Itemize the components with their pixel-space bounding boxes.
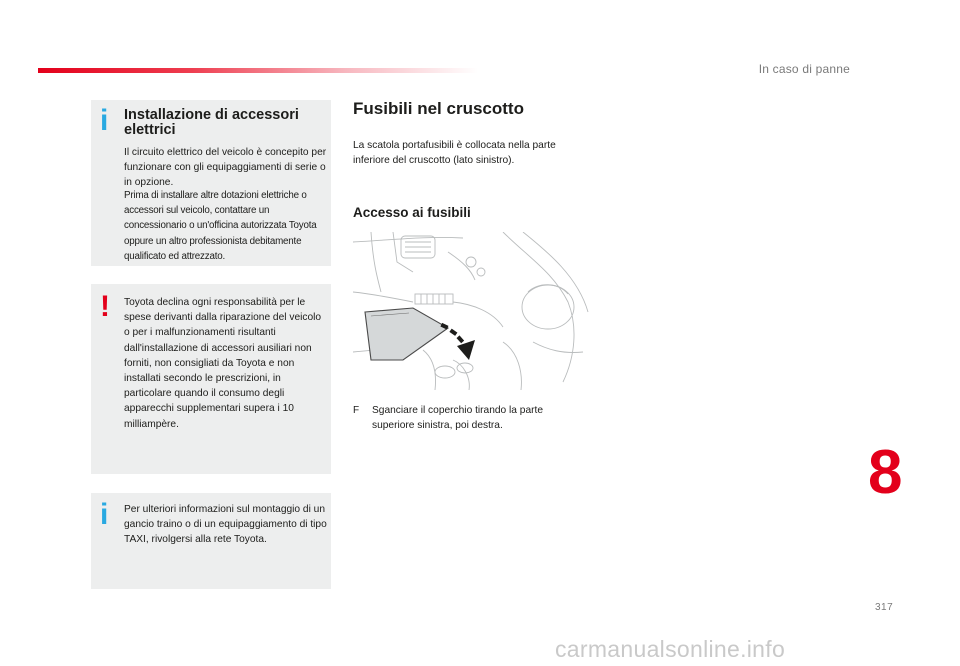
info-icon: i bbox=[100, 498, 109, 531]
chapter-number: 8 bbox=[868, 438, 903, 507]
section-title: In caso di panne bbox=[758, 62, 850, 76]
warning-box bbox=[91, 284, 331, 474]
box-title: Installazione di accessori elettrici bbox=[124, 107, 299, 138]
box-paragraph: Il circuito elettrico del veicolo è concepito per funzionare con gli equipaggiamenti di serie o in opzione. bbox=[124, 147, 327, 189]
watermark-text: carmanualsonline.info bbox=[555, 636, 786, 662]
page-title: Fusibili nel cruscotto bbox=[353, 99, 524, 118]
box-paragraph: Toyota declina ogni responsabilità per le spese derivanti dalla riparazione del veicolo o per i malfunzionamenti risultanti dall'installazione di accessori ausiliari non forniti, non consigliati da Toyota e non installati secondo le prescrizioni, in particolare quando il consumo degli apparecchi supplementari supera i 10 milliampère. bbox=[124, 297, 322, 430]
box-paragraph: Per ulteriori informazioni sul montaggio di un gancio traino o di un equipaggiamento di tipo TAXI, rivolgersi alla rete Toyota. bbox=[124, 504, 327, 546]
box-paragraph: Prima di installare altre dotazioni elettriche o accessori sul veicolo, contattare un concessionario o un'officina autorizzata Toyota oppure un altro professionista debitamente qualificato ed attrezzato. bbox=[124, 190, 317, 262]
bullet-marker: F bbox=[353, 405, 360, 416]
instruction-text: Sganciare il coperchio tirando la parte superiore sinistra, poi destra. bbox=[372, 405, 544, 432]
info-box-accessories bbox=[91, 100, 331, 266]
page-number: 317 bbox=[875, 602, 894, 613]
info-icon: i bbox=[100, 104, 109, 137]
info-box-towing bbox=[91, 493, 331, 589]
dashboard-fuse-cover-illustration bbox=[353, 232, 593, 390]
warning-icon: ! bbox=[100, 290, 110, 323]
dashboard-illustration-svg bbox=[353, 232, 593, 390]
intro-paragraph: La scatola portafusibili è collocata nella parte inferiore del cruscotto (lato sinistro). bbox=[353, 140, 556, 167]
header-accent-bar bbox=[38, 68, 478, 73]
section-subtitle: Accesso ai fusibili bbox=[353, 205, 471, 220]
